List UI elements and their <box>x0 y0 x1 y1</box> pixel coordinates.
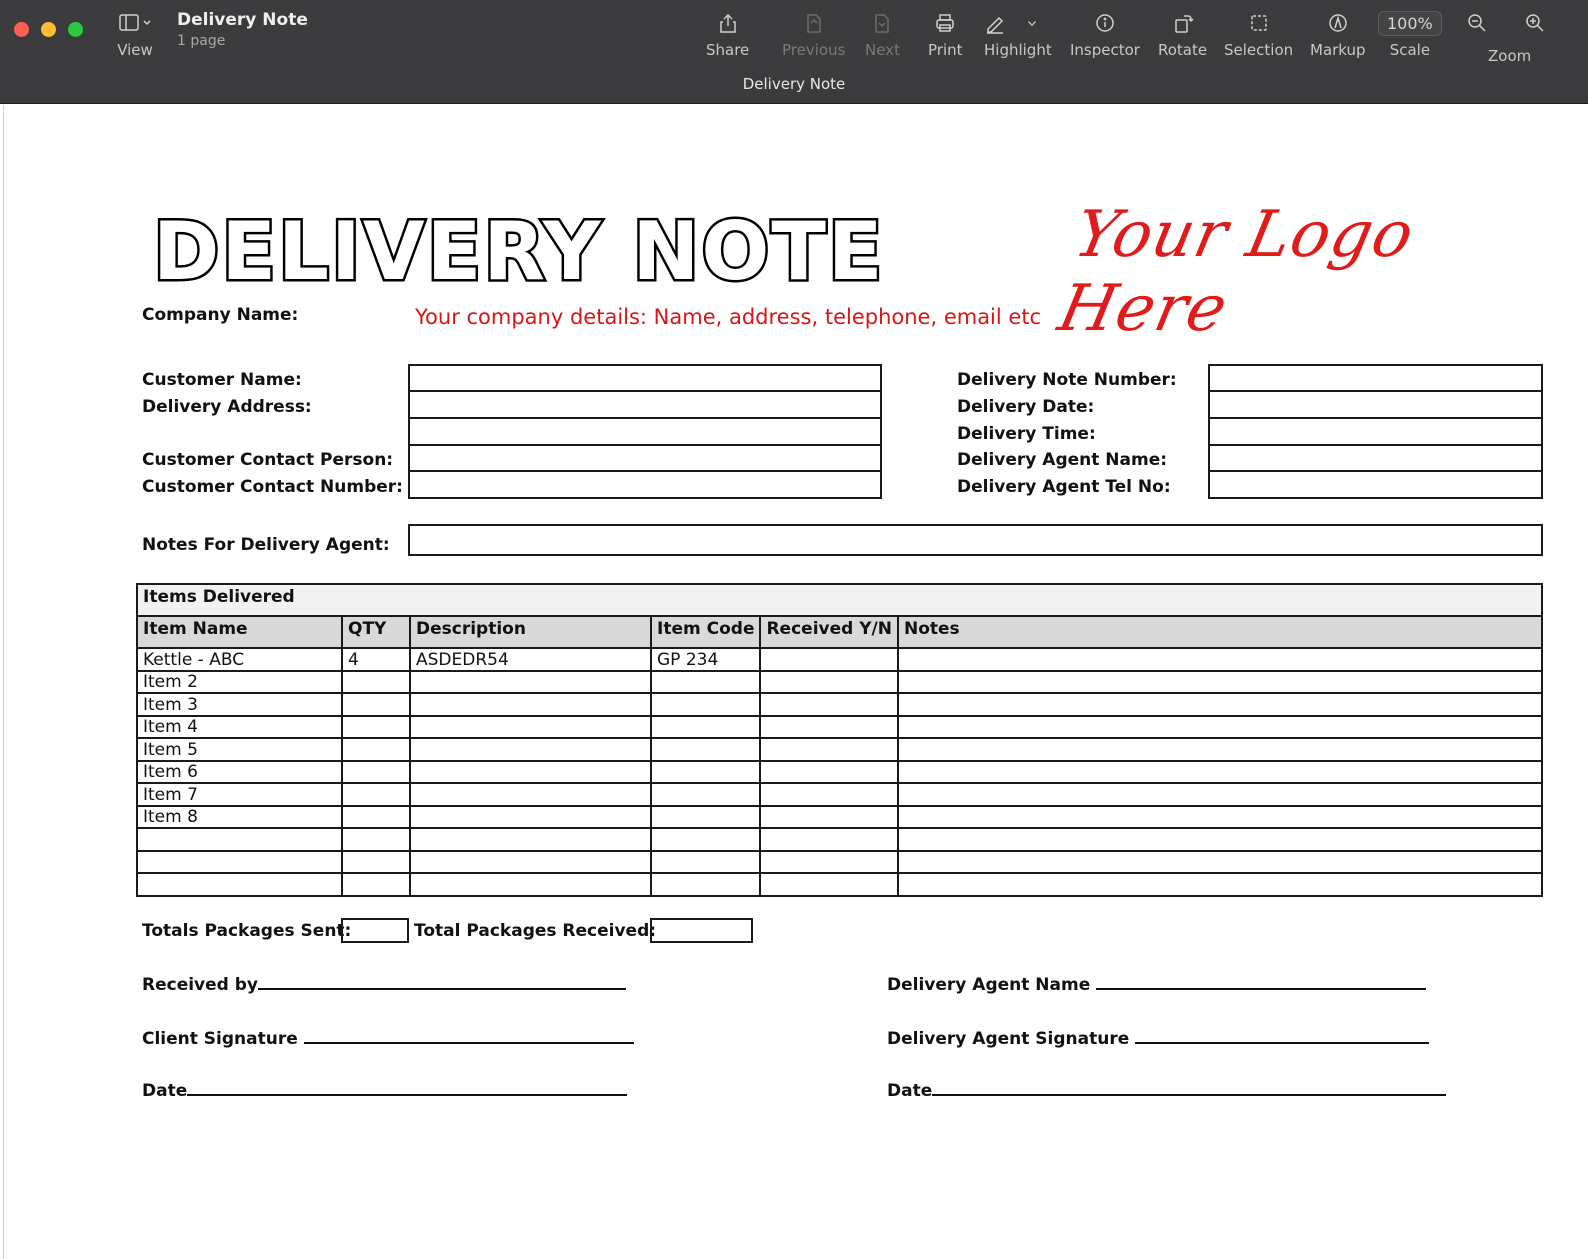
zoom-in-icon <box>1524 8 1546 38</box>
chevron-down-icon <box>1024 12 1040 34</box>
delivery-note-heading: DELIVERY NOTE <box>153 205 885 298</box>
field-divider <box>408 390 882 392</box>
table-cell[interactable] <box>760 693 898 716</box>
items-header-row <box>137 616 1542 648</box>
logo-placeholder: Your Logo Here <box>1052 198 1421 346</box>
table-cell[interactable] <box>898 693 1542 716</box>
table-row <box>137 828 1542 851</box>
agent-name-label: Delivery Agent Name: <box>957 450 1168 470</box>
inspector-button[interactable] <box>1070 8 1140 59</box>
table-cell[interactable] <box>342 873 410 896</box>
items-header-cell: Received Y/N <box>760 616 898 648</box>
packages-sent-field[interactable] <box>341 918 409 943</box>
table-cell[interactable] <box>137 828 342 851</box>
items-header-cell: Description <box>410 616 651 648</box>
table-cell[interactable] <box>342 761 410 784</box>
table-cell[interactable] <box>651 828 760 851</box>
previous-label: Previous <box>782 41 846 59</box>
close-window-button[interactable] <box>14 22 29 37</box>
table-cell[interactable] <box>410 806 651 829</box>
table-cell[interactable] <box>760 716 898 739</box>
table-cell[interactable] <box>342 738 410 761</box>
share-button[interactable] <box>706 8 749 59</box>
field-divider <box>408 444 882 446</box>
next-page-button[interactable] <box>865 8 900 59</box>
table-cell[interactable] <box>760 648 898 671</box>
table-cell[interactable] <box>760 761 898 784</box>
table-cell[interactable] <box>760 873 898 896</box>
table-cell[interactable] <box>760 851 898 874</box>
contact-number-label: Customer Contact Number: <box>142 477 403 497</box>
table-cell[interactable] <box>898 761 1542 784</box>
table-cell[interactable] <box>342 828 410 851</box>
table-cell[interactable] <box>760 671 898 694</box>
table-cell[interactable] <box>651 716 760 739</box>
table-cell[interactable] <box>898 738 1542 761</box>
delivery-time-label: Delivery Time: <box>957 424 1096 444</box>
field-divider <box>408 417 882 419</box>
selection-icon <box>1224 8 1293 38</box>
table-cell[interactable] <box>410 693 651 716</box>
items-header-cell: Item Code <box>651 616 760 648</box>
delivery-address-label: Delivery Address: <box>142 397 312 417</box>
table-cell[interactable] <box>651 738 760 761</box>
table-cell[interactable] <box>342 806 410 829</box>
next-page-icon <box>865 8 900 38</box>
table-cell[interactable] <box>898 716 1542 739</box>
table-cell[interactable] <box>410 716 651 739</box>
markup-label: Markup <box>1310 41 1366 59</box>
table-cell[interactable] <box>651 851 760 874</box>
table-cell[interactable]: Kettle - ABC <box>137 648 342 671</box>
received-by-line[interactable]: Received by <box>142 974 626 995</box>
window-tab-title: Delivery Note <box>742 75 846 93</box>
table-cell[interactable] <box>651 693 760 716</box>
items-table <box>136 583 1543 897</box>
field-divider <box>1208 390 1543 392</box>
contact-person-label: Customer Contact Person: <box>142 450 394 470</box>
page-count: 1 page <box>177 33 226 49</box>
markup-button[interactable] <box>1310 8 1366 59</box>
table-cell[interactable] <box>410 873 651 896</box>
selection-label: Selection <box>1224 41 1294 59</box>
date-left-line[interactable]: Date <box>142 1080 627 1101</box>
table-cell[interactable] <box>342 783 410 806</box>
field-divider <box>1208 470 1543 472</box>
table-cell[interactable] <box>651 671 760 694</box>
table-cell[interactable] <box>898 828 1542 851</box>
customer-info-fields[interactable] <box>408 364 882 499</box>
table-cell[interactable] <box>410 761 651 784</box>
table-cell[interactable] <box>651 761 760 784</box>
table-cell[interactable]: GP 234 <box>651 648 760 671</box>
previous-page-button[interactable] <box>782 8 845 59</box>
document-title: Delivery Note <box>177 10 308 30</box>
table-cell[interactable]: Item 5 <box>137 738 342 761</box>
customer-name-label: Customer Name: <box>142 370 302 390</box>
packages-received-field[interactable] <box>650 918 753 943</box>
sidebar-icon <box>116 8 154 38</box>
table-row <box>137 671 1542 694</box>
table-cell[interactable] <box>898 806 1542 829</box>
minimize-window-button[interactable] <box>41 22 56 37</box>
previous-page-icon <box>782 8 845 38</box>
items-header-cell: Notes <box>898 616 1542 648</box>
field-divider <box>408 470 882 472</box>
table-row <box>137 806 1542 829</box>
table-cell[interactable]: ASDEDR54 <box>410 648 651 671</box>
delivery-date-label: Delivery Date: <box>957 397 1095 417</box>
markup-pen-icon <box>1310 8 1366 38</box>
zoom-label: Zoom <box>1488 47 1532 65</box>
table-cell[interactable] <box>137 873 342 896</box>
selection-button[interactable] <box>1224 8 1293 59</box>
agent-name-line[interactable]: Delivery Agent Name <box>887 974 1426 995</box>
items-header-cell: QTY <box>342 616 410 648</box>
table-cell[interactable] <box>410 671 651 694</box>
table-row <box>137 761 1542 784</box>
inspector-label: Inspector <box>1070 41 1140 59</box>
items-header-cell: Item Name <box>137 616 342 648</box>
rotate-button[interactable] <box>1158 8 1207 59</box>
note-number-label: Delivery Note Number: <box>957 370 1177 390</box>
table-cell[interactable] <box>898 873 1542 896</box>
field-divider <box>1208 417 1543 419</box>
share-label: Share <box>706 41 750 59</box>
zoom-out-icon <box>1466 8 1488 38</box>
table-row <box>137 716 1542 739</box>
table-cell[interactable]: Item 7 <box>137 783 342 806</box>
packages-sent-label: Totals Packages Sent: <box>142 921 352 941</box>
table-cell[interactable] <box>760 783 898 806</box>
zoom-window-button[interactable] <box>68 22 83 37</box>
scale-control[interactable] <box>1378 8 1442 59</box>
highlight-label: Highlight <box>984 41 1052 59</box>
table-cell[interactable] <box>137 851 342 874</box>
scale-value[interactable]: 100% <box>1378 11 1442 36</box>
table-cell[interactable]: Item 8 <box>137 806 342 829</box>
field-divider <box>1208 444 1543 446</box>
share-icon <box>706 8 749 38</box>
company-details: Your company details: Name, address, telephone, email etc <box>415 305 1042 329</box>
client-signature-line[interactable]: Client Signature <box>142 1028 634 1049</box>
table-cell[interactable] <box>342 716 410 739</box>
zoom-out-button[interactable] <box>1466 8 1488 38</box>
table-cell[interactable] <box>342 693 410 716</box>
table-row <box>137 873 1542 896</box>
zoom-group <box>1488 44 1531 65</box>
table-row <box>137 738 1542 761</box>
items-section-title: Items Delivered <box>137 584 1542 616</box>
table-cell[interactable] <box>651 873 760 896</box>
highlight-button[interactable] <box>984 8 1052 59</box>
table-cell[interactable]: Item 2 <box>137 671 342 694</box>
table-cell[interactable] <box>898 648 1542 671</box>
zoom-in-button[interactable] <box>1524 8 1546 38</box>
table-cell[interactable] <box>898 671 1542 694</box>
table-cell[interactable] <box>760 738 898 761</box>
packages-received-label: Total Packages Received: <box>414 921 657 941</box>
table-cell[interactable]: 4 <box>342 648 410 671</box>
delivery-info-fields[interactable] <box>1208 364 1543 499</box>
notes-label: Notes For Delivery Agent: <box>142 535 390 555</box>
table-cell[interactable]: Item 6 <box>137 761 342 784</box>
table-cell[interactable] <box>760 806 898 829</box>
table-cell[interactable] <box>898 851 1542 874</box>
agent-tel-label: Delivery Agent Tel No: <box>957 477 1171 497</box>
table-row <box>137 851 1542 874</box>
table-cell[interactable] <box>410 738 651 761</box>
date-right-line[interactable]: Date <box>887 1080 1446 1101</box>
notes-field[interactable] <box>408 524 1543 556</box>
print-label: Print <box>928 41 963 59</box>
table-cell[interactable] <box>410 851 651 874</box>
agent-signature-line[interactable]: Delivery Agent Signature <box>887 1028 1429 1049</box>
table-cell[interactable] <box>342 851 410 874</box>
printer-icon <box>928 8 963 38</box>
table-cell[interactable] <box>760 828 898 851</box>
table-cell[interactable] <box>651 783 760 806</box>
table-row <box>137 648 1542 671</box>
view-label: View <box>117 41 153 59</box>
scale-label: Scale <box>1389 41 1431 59</box>
view-button[interactable] <box>116 8 154 59</box>
table-row <box>137 693 1542 716</box>
company-name-label: Company Name: <box>142 305 299 325</box>
info-icon <box>1070 8 1140 38</box>
table-cell[interactable]: Item 3 <box>137 693 342 716</box>
preview-toolbar <box>0 0 1588 104</box>
table-cell[interactable] <box>898 783 1542 806</box>
table-cell[interactable]: Item 4 <box>137 716 342 739</box>
highlighter-icon <box>984 8 1052 38</box>
rotate-icon <box>1158 8 1207 38</box>
print-button[interactable] <box>928 8 963 59</box>
table-cell[interactable] <box>410 783 651 806</box>
table-cell[interactable] <box>410 828 651 851</box>
table-cell[interactable] <box>651 806 760 829</box>
next-label: Next <box>865 41 900 59</box>
rotate-label: Rotate <box>1158 41 1208 59</box>
table-cell[interactable] <box>342 671 410 694</box>
table-row <box>137 783 1542 806</box>
